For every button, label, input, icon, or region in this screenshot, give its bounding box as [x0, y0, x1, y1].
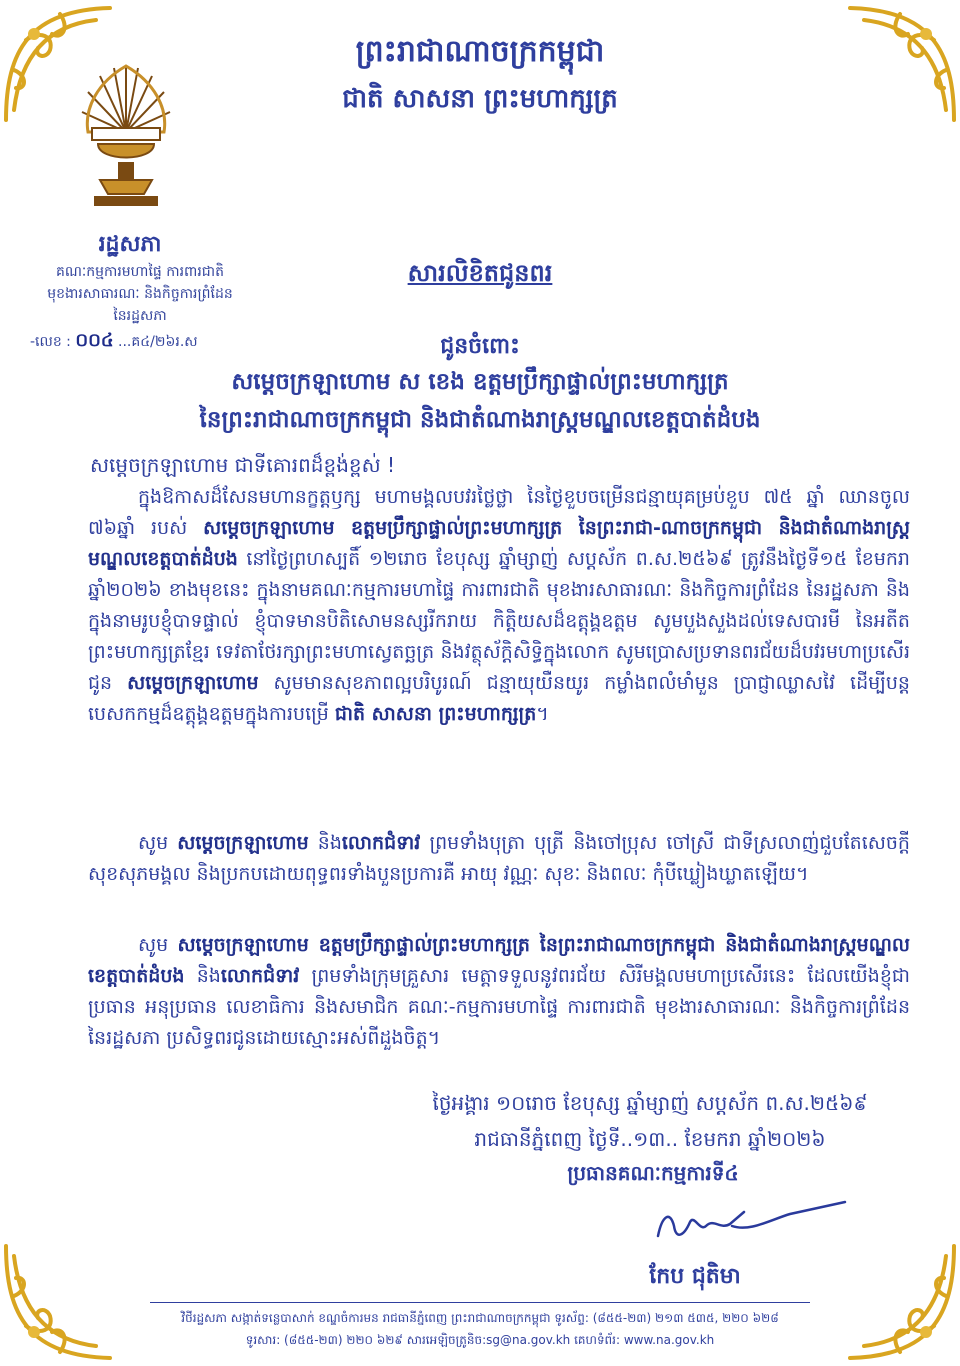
- to-label: ជូនចំពោះ: [440, 334, 520, 359]
- para1-bold: សម្តេចក្រឡាហោម: [127, 672, 259, 694]
- recipient-line-2: នៃព្រះរាជាណាចក្រកម្ពុជា និងជាតំណាងរាស្រ្តមណ្ឌលខេត្តបាត់ដំបង: [199, 407, 761, 433]
- para1-text: សូមមានសុខភាពល្អបរិបូរណ៍ ជន្មាយុយឺនយូរ កម្លាំងពលំមាំមួន ប្រាជ្ញាឈ្លាសវៃ ដើម្បីបន្តបេសកកម្មដ៏ឧត្តុង្គឧត្តមក្នុងការបម្រើ: [88, 672, 910, 725]
- committee-line-2: មុខងារសាធារណៈ និងកិច្ចការព្រំដែន: [47, 286, 233, 302]
- para2-bold: លោកជំទាវ: [341, 832, 421, 854]
- letter-title: សារលិខិតជូនពរ: [407, 259, 553, 287]
- handwritten-signature-icon: [640, 1196, 850, 1256]
- parliament-emblem-icon: [78, 62, 174, 218]
- reference-value: ០០៤: [75, 330, 114, 351]
- para2-text: សូម: [138, 832, 178, 854]
- para1-bold: សម្តេចក្រឡាហោម ឧត្តមប្រឹក្សាផ្ទាល់ព្រះមហាក្សត្រ នៃព្រះរាជា-ណាចក្រកម្ពុជា និងជាតំណាងរាស្ត្រមណ្ឌលខេត្តបាត់ដំបង: [88, 517, 910, 570]
- para3-bold: សម្តេចក្រឡាហោម ឧត្តមប្រឹក្សាផ្ទាល់ព្រះមហាក្សត្រ នៃព្រះរាជាណាចក្រកម្ពុជា និងជាតំណាងរាស្ត្រមណ្ឌលខេត្តបាត់ដំបង: [88, 934, 910, 987]
- assembly-name: រដ្ឋសភា: [98, 232, 162, 257]
- footer-contact: ទូរសារ: (៨៥៥-២៣) ២២០ ៦២៩ សារអេឡិចត្រូនិច:sg@na.gov.kh គេហទំព័រ: www.na.gov.kh: [245, 1333, 715, 1347]
- para3-text: សូម: [138, 934, 178, 956]
- para1-text: ក្នុងឱកាសដ៏សែនមហានក្ខត្តឫក្ស មហាមង្គលបវរថ្លៃថ្លា នៃថ្ងៃខួបចម្រើនជន្មាយុគម្រប់ខួប ៧៥ ឆ្នាំ ឈានចូល ៧៦ឆ្នាំ របស់: [88, 486, 910, 539]
- footer-divider: [150, 1302, 810, 1303]
- committee-line-3: នៃរដ្ឋសភា: [113, 308, 167, 324]
- body-paragraph-3: [88, 930, 910, 1054]
- para2-text: ព្រមទាំងបុត្រា បុត្រី និងចៅប្រុស ចៅស្រី ជាទីស្រលាញ់ជួបតែសេចក្តីសុខសុភមង្គល និងប្រកបដោយពុទ្ធពរទាំងបួនប្រការគឺ អាយុ វណ្ណៈ សុខៈ និងពលៈ កុំបីឃ្លៀងឃ្លាតឡើយ។: [88, 832, 910, 885]
- para3-bold: លោកជំទាវ: [220, 965, 300, 987]
- para3-text: ព្រមទាំងក្រុមគ្រួសារ មេត្តាទទួលនូវពរជ័យ សិរីមង្គលមហាប្រសើរនេះ ដែលយើងខ្ញុំជាប្រធាន អនុប្រធាន លេខាធិការ និងសមាជិក គណៈ-កម្មការមហាផ្ទៃ ការពារជាតិ មុខងារសាធារណៈ និងកិច្ចការព្រំដែន នៃរដ្ឋសភា ប្រសិទ្ធពរជូនដោយស្មោះអស់ពីដួងចិត្ត។: [88, 965, 910, 1049]
- national-motto: ជាតិ សាសនា ព្រះមហាក្សត្រ: [342, 84, 618, 114]
- signer-name: កែប ជុតិមា: [649, 1264, 741, 1289]
- para2-text: និង: [308, 832, 342, 854]
- para1-text: ។: [536, 703, 549, 725]
- para3-text: និង: [184, 965, 221, 987]
- reference-suffix: ...គ៤/២៦រ.ស: [118, 334, 198, 350]
- para1-bold: ជាតិ សាសនា ព្រះមហាក្សត្រ: [334, 703, 537, 725]
- salutation: សម្តេចក្រឡាហោម ជាទីគោរពដ៏ខ្ពង់ខ្ពស់ !: [90, 453, 396, 477]
- para2-bold: សម្តេចក្រឡាហោម: [177, 832, 309, 854]
- reference-number: [30, 328, 198, 355]
- place-and-date: រាជធានីភ្នំពេញ ថ្ងៃទី..១៣.. ខែមករា ឆ្នាំ២០២៦: [474, 1127, 826, 1151]
- reference-prefix: -លេខ :: [30, 334, 71, 350]
- body-paragraph-1: [88, 482, 910, 730]
- para1-text: នៅថ្ងៃព្រហស្បតិ៍ ១២រោច ខែបុស្ស ឆ្នាំម្សាញ់ សប្តស័ក ព.ស.២៥៦៩ ត្រូវនឹងថ្ងៃទី១៥ ខែមករា ឆ្នាំ២០២៦ ខាងមុខនេះ ក្នុងនាមគណៈកម្មការមហាផ្ទៃ ការពារជាតិ មុខងារសាធារណៈ និងកិច្ចការព្រំដែន នៃរដ្ឋសភា និងក្នុងនាមរូបខ្ញុំបាទផ្ទាល់ ខ្ញុំបាទមានបិតិសោមនស្សរីករាយ កិត្តិយសដ៏ឧត្តុង្គឧត្តម សូមបួងសួងដល់ទេសបារមី នៃអតីតព្រះមហាក្សត្រខ្មែរ ទេវតាថែរក្សាព្រះមហាស្វេតច្ឆត្រ និងវត្ថុស័ក្តិសិទ្ធិក្នុងលោក សូមប្រោសប្រទានពរជ័យដ៏បវរមហាប្រសើរ ជូន: [88, 548, 910, 694]
- corner-ornament-bottom-left: [0, 1236, 130, 1366]
- kingdom-title: ព្រះរាជាណាចក្រកម្ពុជា: [355, 34, 605, 69]
- lunar-date: ថ្ងៃអង្គារ ១០រោច ខែបុស្ស ឆ្នាំម្សាញ់ សប្តស័ក ព.ស.២៥៦៩: [432, 1091, 868, 1115]
- body-paragraph-2: [88, 828, 910, 890]
- footer-address: វិថីរដ្ឋសភា សង្កាត់ទន្លេបាសាក់ ខណ្ឌចំការមន រាជធានីភ្នំពេញ ព្រះរាជាណាចក្រកម្ពុជា ទូរស័ព្ទ: (៨៥៥-២៣) ២១៣ ៥៣៥, ២២០ ៦២៨: [181, 1311, 779, 1325]
- recipient-line-1: សម្តេចក្រឡាហោម ស ខេង ឧត្តមប្រឹក្សាផ្ទាល់ព្រះមហាក្សត្រ: [231, 369, 729, 395]
- corner-ornament-top-right: [830, 0, 960, 130]
- signer-title: ប្រធានគណៈកម្មការទី៤: [567, 1161, 739, 1185]
- committee-line-1: គណៈកម្មការមហាផ្ទៃ ការពារជាតិ: [56, 264, 224, 280]
